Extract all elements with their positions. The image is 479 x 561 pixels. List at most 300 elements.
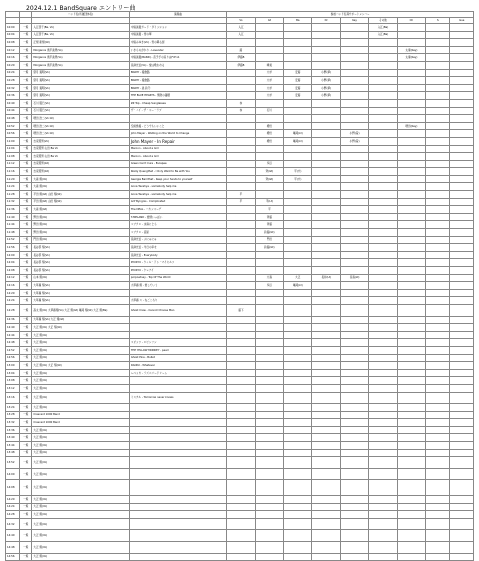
member-cell: [255, 31, 283, 39]
member-cell: [450, 331, 474, 339]
member-cell: [397, 77, 425, 85]
member-cell: [369, 251, 397, 259]
member-cell: [426, 411, 450, 419]
time-cell: 10:36: [6, 92, 20, 100]
time-cell: 14:40: [6, 530, 20, 542]
member-cell: [426, 39, 450, 47]
member-cell: [312, 39, 340, 47]
member-cell: [312, 468, 340, 480]
member-cell: [426, 404, 450, 412]
member-cell: [340, 346, 368, 354]
member-cell: [340, 236, 368, 244]
band-cell: 大草鹿 翔(Vo): [32, 282, 129, 290]
member-cell: 入江: [227, 31, 255, 39]
member-cell: [426, 168, 450, 176]
member-cell: [255, 304, 283, 316]
table-row: [6, 404, 474, 412]
song-cell: 中島美嘉(BAND) - 昔予予の巡りはFdf x1: [129, 54, 226, 62]
type-cell: 一般: [20, 267, 32, 275]
member-cell: [450, 411, 474, 419]
time-cell: 14:00: [6, 468, 20, 480]
member-cell: [369, 77, 397, 85]
member-cell: [312, 316, 340, 324]
member-cell: [450, 206, 474, 214]
member-cell: [284, 236, 312, 244]
song-cell: [129, 434, 226, 442]
member-cell: [312, 46, 340, 54]
member-cell: [312, 530, 340, 542]
member-cell: [397, 457, 425, 469]
band-cell: 大正 翔(Vo): [32, 339, 129, 347]
member-cell: [450, 175, 474, 183]
member-cell: [369, 426, 397, 434]
member-cell: [284, 61, 312, 69]
member-cell: 平: [255, 206, 283, 214]
band-cell: 大正 翔(Vo): [32, 480, 129, 496]
member-cell: 平(Lt): [255, 198, 283, 206]
table-row: [6, 168, 474, 176]
member-cell: [340, 511, 368, 519]
member-cell: [369, 137, 397, 145]
member-cell: [397, 480, 425, 496]
member-cell: [450, 54, 474, 62]
member-cell: [227, 213, 255, 221]
member-cell: [340, 92, 368, 100]
member-cell: [340, 160, 368, 168]
member-cell: [450, 553, 474, 561]
member-cell: [426, 137, 450, 145]
band-cell: 大正 翔(Vo): [32, 377, 129, 385]
song-cell: [129, 496, 226, 504]
member-cell: [255, 377, 283, 385]
band-cell: 大正 翔(Vo): [32, 346, 129, 354]
member-cell: [227, 221, 255, 229]
member-cell: 赤: [227, 99, 255, 107]
type-cell: 一般: [20, 503, 32, 511]
band-cell: 望月 義明(Vo): [32, 92, 129, 100]
member-cell: [255, 54, 283, 62]
member-cell: 小野(夢): [312, 84, 340, 92]
member-cell: [312, 213, 340, 221]
member-cell: [284, 518, 312, 530]
table-row: [6, 518, 474, 530]
member-cell: [450, 457, 474, 469]
member-cell: [312, 221, 340, 229]
member-cell: 斉藤: [255, 221, 283, 229]
time-cell: 11:44: [6, 221, 20, 229]
member-cell: 伊藤B: [227, 61, 255, 69]
member-cell: [284, 206, 312, 214]
member-cell: [369, 511, 397, 519]
member-cell: [312, 267, 340, 275]
member-cell: [255, 316, 283, 324]
member-cell: [255, 384, 283, 392]
table-row: [6, 457, 474, 469]
member-cell: [227, 274, 255, 282]
member-cell: [312, 251, 340, 259]
type-cell: 一般: [20, 168, 32, 176]
song-cell: 長渕光治 - 今日の幸せ: [129, 244, 226, 252]
member-cell: [340, 434, 368, 442]
member-cell: [340, 61, 368, 69]
member-cell: 太秦(Key): [397, 46, 425, 54]
part-header: その他: [369, 18, 397, 24]
table-row: [6, 213, 474, 221]
member-cell: [369, 419, 397, 427]
member-cell: 安藤: [284, 92, 312, 100]
table-row: [6, 384, 474, 392]
member-cell: [426, 213, 450, 221]
member-cell: [312, 392, 340, 404]
member-cell: [312, 137, 340, 145]
type-cell: 一般: [20, 122, 32, 130]
type-cell: 一般: [20, 542, 32, 554]
member-cell: [227, 282, 255, 290]
song-cell: いきものがかり - Lavender: [129, 46, 226, 54]
member-cell: [340, 392, 368, 404]
member-cell: [426, 244, 450, 252]
band-cell: 大正 翔(Vo): [32, 434, 129, 442]
member-cell: [426, 304, 450, 316]
member-cell: 藤: [227, 46, 255, 54]
member-cell: [255, 331, 283, 339]
time-cell: 14:24: [6, 503, 20, 511]
member-cell: [312, 24, 340, 32]
member-cell: [312, 369, 340, 377]
member-cell: 平: [227, 198, 255, 206]
song-cell: [129, 553, 226, 561]
type-cell: 一般: [20, 316, 32, 324]
member-cell: [340, 480, 368, 496]
type-cell: 一般: [20, 404, 32, 412]
member-cell: [227, 168, 255, 176]
member-cell: [340, 324, 368, 332]
member-cell: [450, 168, 474, 176]
type-cell: 一般: [20, 392, 32, 404]
table-row: [6, 289, 474, 297]
member-cell: [397, 503, 425, 511]
member-cell: [369, 221, 397, 229]
member-cell: [255, 339, 283, 347]
member-cell: [255, 39, 283, 47]
type-cell: 一般: [20, 354, 32, 362]
type-cell: 一般: [20, 244, 32, 252]
member-cell: [397, 251, 425, 259]
song-cell: Maroon - About a Girl: [129, 153, 226, 161]
member-cell: [284, 244, 312, 252]
member-cell: [340, 31, 368, 39]
band-cell: 吉家照男(Vo): [32, 137, 129, 145]
member-cell: [284, 251, 312, 259]
member-cell: [450, 99, 474, 107]
member-cell: [340, 503, 368, 511]
member-cell: [450, 191, 474, 199]
member-cell: [312, 384, 340, 392]
time-cell: 11:16: [6, 168, 20, 176]
type-cell: 一般: [20, 496, 32, 504]
part-header: Ch: [397, 18, 425, 24]
type-cell: 一般: [20, 480, 32, 496]
member-cell: [340, 331, 368, 339]
member-cell: [255, 518, 283, 530]
member-cell: [340, 259, 368, 267]
member-cell: [369, 206, 397, 214]
member-cell: 平: [227, 191, 255, 199]
member-cell: [340, 39, 368, 47]
song-cell: THE BLUE HEARTS - 情熱の薔薇: [129, 92, 226, 100]
member-cell: 亀岡(Lt): [284, 137, 312, 145]
member-cell: [340, 122, 368, 130]
member-cell: [369, 496, 397, 504]
song-cell: 大草鹿 ス - なごころり: [129, 297, 226, 305]
member-cell: 亀岡(Lt): [284, 282, 312, 290]
type-cell: 一般: [20, 304, 32, 316]
member-cell: [369, 39, 397, 47]
member-cell: [397, 39, 425, 47]
song-cell: Rozzy Quengthat - I Only Want to Be with You: [129, 168, 226, 176]
member-cell: [450, 419, 474, 427]
song-cell: コブクロ - 流星: [129, 229, 226, 237]
table-row: [6, 24, 474, 32]
member-cell: [312, 511, 340, 519]
time-cell: 11:56: [6, 244, 20, 252]
member-cell: [312, 496, 340, 504]
member-cell: [312, 130, 340, 138]
member-cell: [312, 183, 340, 191]
member-cell: [227, 542, 255, 554]
member-cell: [426, 530, 450, 542]
song-cell: 長渕光治(Vo) - 愛は歌われる: [129, 61, 226, 69]
table-row: [6, 39, 474, 47]
member-cell: [340, 244, 368, 252]
song-cell: Ghost Pine - Bullet: [129, 354, 226, 362]
time-cell: 12:56: [6, 354, 20, 362]
member-cell: [369, 503, 397, 511]
member-cell: [369, 46, 397, 54]
member-cell: 亀岡(Lt): [284, 130, 312, 138]
member-cell: [426, 346, 450, 354]
member-cell: [450, 297, 474, 305]
member-cell: 増田(Key): [397, 122, 425, 130]
member-cell: [397, 92, 425, 100]
member-cell: [312, 175, 340, 183]
member-cell: [450, 251, 474, 259]
member-cell: [369, 354, 397, 362]
member-cell: [227, 115, 255, 123]
song-cell: [129, 518, 226, 530]
member-cell: 多辺: [255, 282, 283, 290]
table-row: [6, 198, 474, 206]
type-cell: 一般: [20, 92, 32, 100]
member-cell: [284, 339, 312, 347]
member-cell: [426, 191, 450, 199]
band-cell: 大草鹿 翔(Vo) 大正 翔(Gt): [32, 316, 129, 324]
member-cell: [284, 115, 312, 123]
member-cell: [312, 419, 340, 427]
member-cell: [227, 518, 255, 530]
table-row: [6, 229, 474, 237]
member-cell: [426, 354, 450, 362]
member-cell: [450, 339, 474, 347]
member-cell: [255, 346, 283, 354]
member-cell: [369, 518, 397, 530]
member-cell: [255, 503, 283, 511]
table-row: [6, 511, 474, 519]
member-cell: 長井(Lt): [312, 274, 340, 282]
member-cell: [312, 54, 340, 62]
part-header: Gue: [450, 18, 474, 24]
member-cell: [369, 530, 397, 542]
member-cell: [284, 369, 312, 377]
band-cell: 増田 浩二(Vo Gt): [32, 115, 129, 123]
member-cell: [284, 542, 312, 554]
member-cell: [450, 92, 474, 100]
member-cell: [312, 115, 340, 123]
member-cell: [397, 411, 425, 419]
type-cell: 一般: [20, 339, 32, 347]
member-cell: [284, 331, 312, 339]
member-cell: [255, 449, 283, 457]
member-cell: [426, 553, 450, 561]
member-cell: [450, 289, 474, 297]
member-cell: [369, 480, 397, 496]
member-cell: [340, 426, 368, 434]
member-cell: [255, 369, 283, 377]
type-cell: 一般: [20, 221, 32, 229]
member-cell: [255, 191, 283, 199]
part-header: Ba: [284, 18, 312, 24]
type-cell: 一般: [20, 251, 32, 259]
member-cell: [450, 69, 474, 77]
song-cell: [129, 480, 226, 496]
member-cell: [255, 553, 283, 561]
song-cell: [129, 384, 226, 392]
member-cell: [397, 369, 425, 377]
type-cell: 一般: [20, 54, 32, 62]
table-row: [6, 530, 474, 542]
member-cell: [312, 542, 340, 554]
member-cell: [426, 362, 450, 370]
song-cell: ザ・ノイ - ザ・スー・ラブ: [129, 107, 226, 115]
member-cell: [369, 153, 397, 161]
member-cell: [312, 153, 340, 161]
member-cell: [369, 99, 397, 107]
member-cell: [340, 282, 368, 290]
member-cell: [397, 115, 425, 123]
member-cell: [312, 331, 340, 339]
song-cell: THE YELLOW MONKEY - pearl: [129, 346, 226, 354]
member-cell: [369, 369, 397, 377]
table-row: [6, 362, 474, 370]
member-cell: [426, 259, 450, 267]
member-cell: [426, 267, 450, 275]
time-cell: 13:36: [6, 426, 20, 434]
part-header: Dr: [312, 18, 340, 24]
table-row: [6, 442, 474, 450]
type-cell: 一般: [20, 61, 32, 69]
member-cell: [227, 206, 255, 214]
member-cell: [369, 331, 397, 339]
member-cell: [312, 107, 340, 115]
member-cell: [340, 449, 368, 457]
member-cell: [426, 69, 450, 77]
member-cell: [340, 289, 368, 297]
song-cell: porpoetney - Top Of The World: [129, 274, 226, 282]
members-group-header: 参加バンド名簿サポートメンバー: [227, 12, 474, 18]
member-cell: [397, 362, 425, 370]
member-cell: [312, 480, 340, 496]
band-cell: 正規 新規(Gt): [32, 39, 129, 47]
member-cell: 安藤: [284, 69, 312, 77]
type-cell: 一般: [20, 377, 32, 385]
type-cell: 一般: [20, 69, 32, 77]
member-cell: [284, 213, 312, 221]
member-cell: [340, 198, 368, 206]
member-cell: [426, 130, 450, 138]
member-cell: [284, 426, 312, 434]
member-cell: [340, 457, 368, 469]
song-cell: Georgia Barrithat - Keep your hands to yourself: [129, 175, 226, 183]
member-cell: [284, 31, 312, 39]
member-cell: [450, 496, 474, 504]
member-cell: [426, 115, 450, 123]
member-cell: [369, 449, 397, 457]
table-row: [6, 145, 474, 153]
band-cell: 大草鹿 翔(Vo): [32, 297, 129, 305]
time-cell: 12:00: [6, 251, 20, 259]
member-cell: [369, 411, 397, 419]
member-cell: [227, 377, 255, 385]
member-cell: [426, 392, 450, 404]
time-cell: 10:48: [6, 115, 20, 123]
member-cell: [397, 553, 425, 561]
member-cell: [426, 92, 450, 100]
member-cell: [397, 229, 425, 237]
song-cell: [129, 442, 226, 450]
type-cell: 一般: [20, 411, 32, 419]
table-row: [6, 153, 474, 161]
member-cell: [284, 259, 312, 267]
member-cell: 小野(着): [340, 130, 368, 138]
member-cell: [284, 160, 312, 168]
member-cell: [227, 468, 255, 480]
member-cell: 入江(Ba): [369, 24, 397, 32]
type-cell: 一般: [20, 130, 32, 138]
member-cell: [227, 369, 255, 377]
member-cell: 多辺: [255, 160, 283, 168]
member-cell: [312, 61, 340, 69]
type-cell: 一般: [20, 191, 32, 199]
member-cell: [227, 130, 255, 138]
member-cell: [340, 297, 368, 305]
song-cell: [129, 503, 226, 511]
member-cell: [397, 304, 425, 316]
member-cell: [369, 92, 397, 100]
song-cell: Anna Tavehye - somebody help me: [129, 183, 226, 191]
member-cell: [450, 468, 474, 480]
member-cell: [312, 122, 340, 130]
song-cell: [129, 404, 226, 412]
table-row: [6, 122, 474, 130]
table-row: [6, 449, 474, 457]
table-row: [6, 503, 474, 511]
member-cell: [397, 384, 425, 392]
member-cell: [369, 384, 397, 392]
member-cell: [340, 168, 368, 176]
time-cell: 12:52: [6, 346, 20, 354]
song-cell: Ghost Crew - Cannot Choose Man: [129, 304, 226, 316]
song-cell: ZZ Top - Cheap Sunglasses: [129, 99, 226, 107]
